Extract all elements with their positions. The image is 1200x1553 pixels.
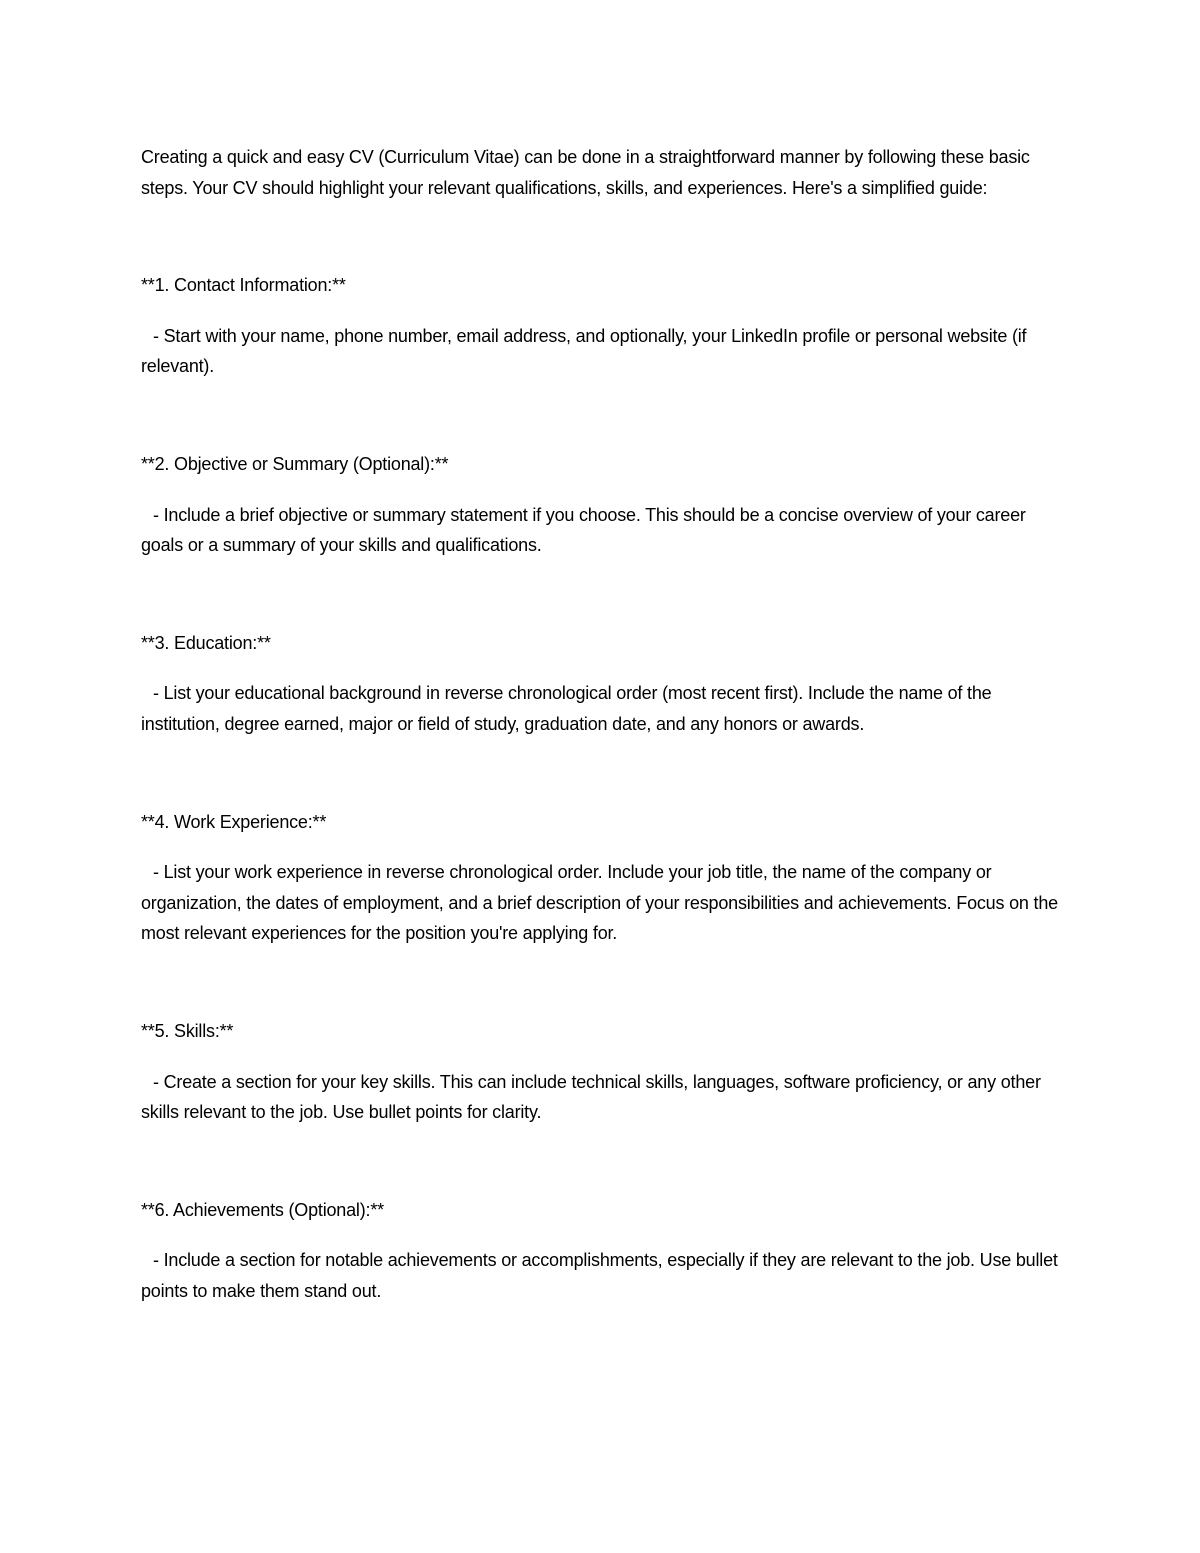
section-heading: **6. Achievements (Optional):**	[141, 1199, 384, 1220]
spacer	[141, 561, 1061, 628]
spacer	[141, 1047, 1061, 1067]
section-heading: **3. Education:**	[141, 632, 271, 653]
section-education	[141, 628, 1061, 740]
spacer	[141, 301, 1061, 321]
section-contact-information	[141, 270, 1061, 382]
section-heading: **2. Objective or Summary (Optional):**	[141, 453, 449, 474]
section-body: - List your educational background in reverse chronological order (most recent first). Include the name of the institution, degree earned, major or field of study, graduation date, and any honors or awards.	[141, 683, 992, 734]
section-body: - Include a section for notable achievements or accomplishments, especially if they are relevant to the job. Use bullet points to make them stand out.	[141, 1250, 1058, 1301]
spacer	[141, 1128, 1061, 1195]
document-body	[141, 142, 1061, 1306]
section-heading: **4. Work Experience:**	[141, 811, 327, 832]
section-heading: **5. Skills:**	[141, 1020, 234, 1041]
section-body: - Start with your name, phone number, email address, and optionally, your LinkedIn profile or personal website (if relevant).	[141, 325, 1027, 377]
spacer	[141, 1225, 1061, 1245]
section-achievements	[141, 1195, 1061, 1307]
section-skills	[141, 1016, 1061, 1128]
spacer	[141, 837, 1061, 857]
spacer	[141, 480, 1061, 500]
section-body: - Include a brief objective or summary statement if you choose. This should be a concise overview of your career goals or a summary of your skills and qualifications.	[141, 504, 1026, 556]
section-heading: **1. Contact Information:**	[141, 275, 346, 296]
section-work-experience	[141, 807, 1061, 949]
spacer	[141, 949, 1061, 1016]
spacer	[141, 658, 1061, 678]
spacer	[141, 203, 1061, 270]
section-body: - List your work experience in reverse chronological order. Include your job title, the name of the company or organization, the dates of employment, and a brief description of your responsibilities and achievements. Focus on the most relevant experiences for the position you're applying for.	[141, 862, 1058, 944]
intro-paragraph: Creating a quick and easy CV (Curriculum Vitae) can be done in a straightforward manner by following these basic steps. Your CV should highlight your relevant qualifications, skills, and experiences. Here's a simplified guide:	[141, 147, 1030, 198]
section-objective-summary	[141, 449, 1061, 561]
spacer	[141, 382, 1061, 449]
spacer	[141, 740, 1061, 807]
section-body: - Create a section for your key skills. This can include technical skills, languages, software proficiency, or any other skills relevant to the job. Use bullet points for clarity.	[141, 1071, 1041, 1123]
